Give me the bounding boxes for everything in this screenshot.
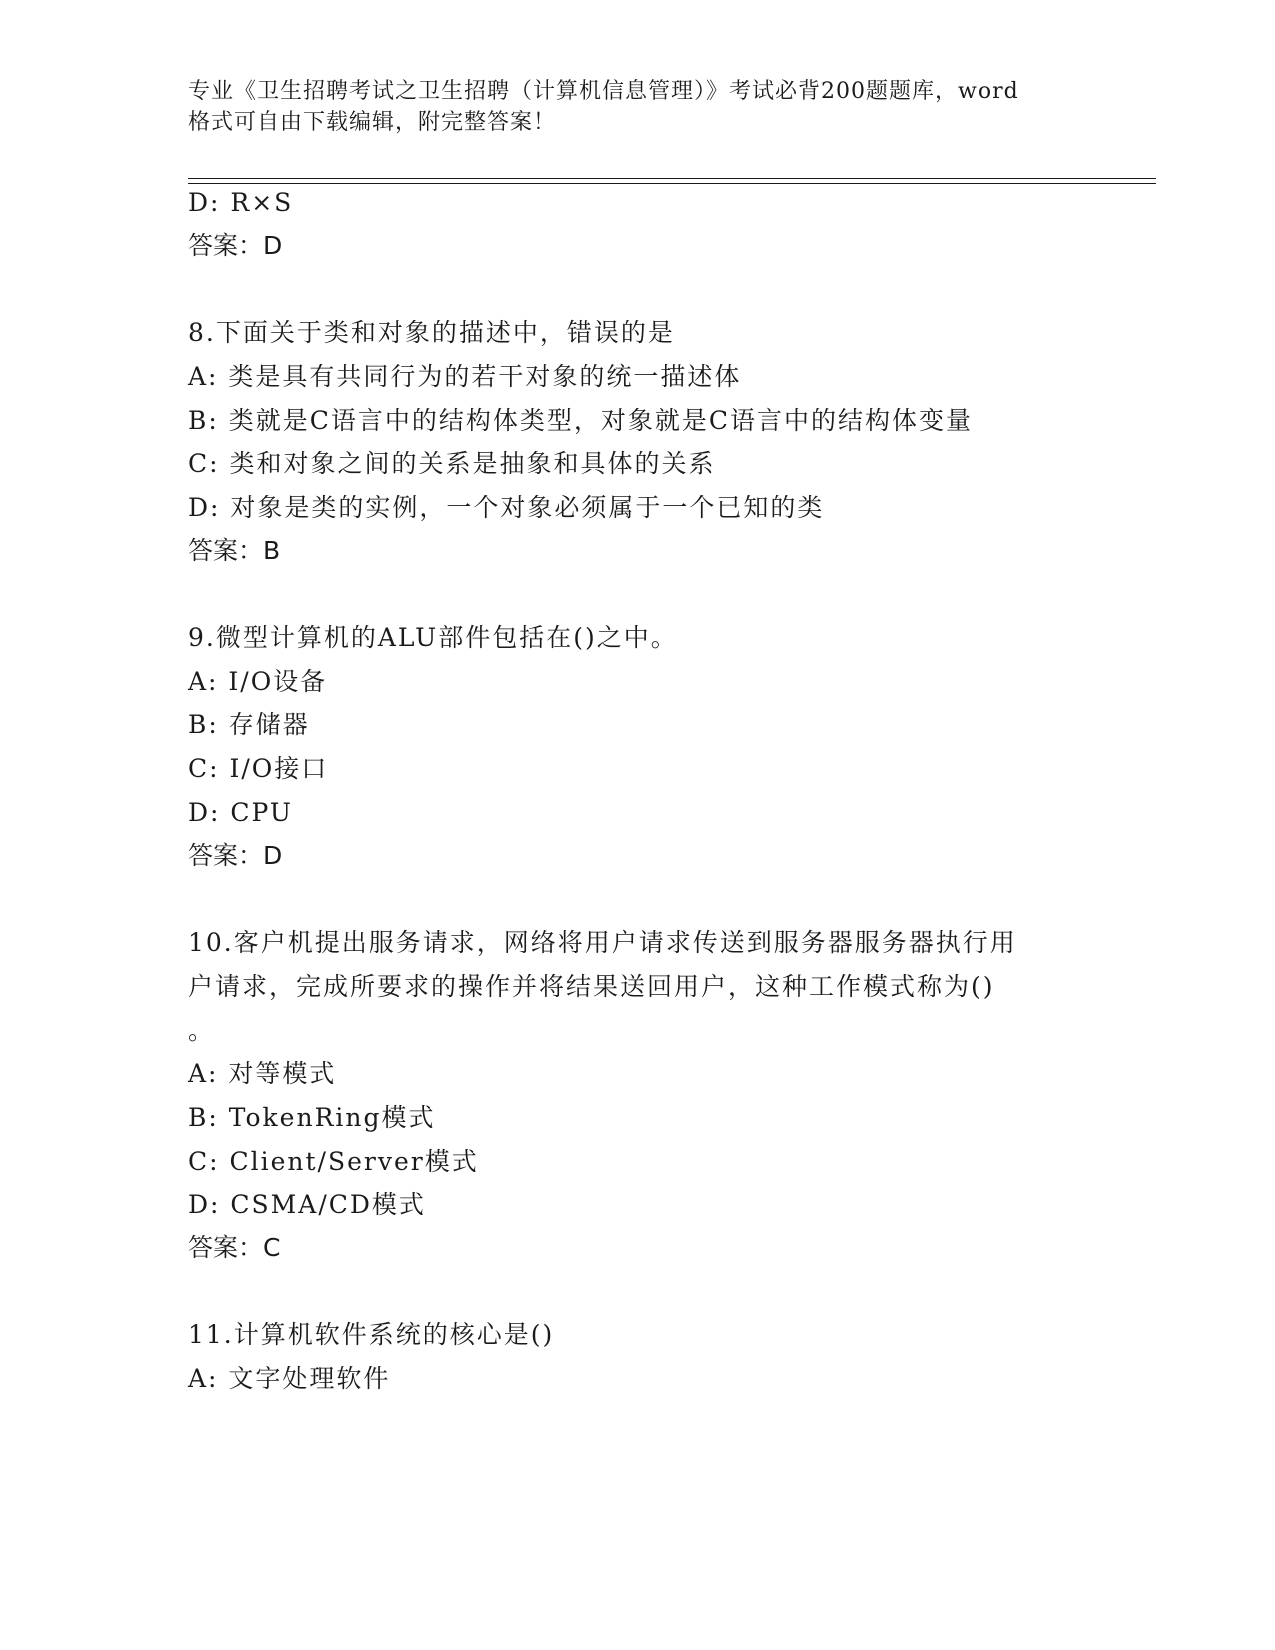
q9-option-a: A: I/O设备 [188,667,328,696]
q10-option-d: D: CSMA/CD模式 [188,1190,426,1219]
header-rule-top [188,178,1156,179]
q8-option-b: B: 类就是C语言中的结构体类型，对象就是C语言中的结构体变量 [188,406,974,435]
q11-stem: 11.计算机软件系统的核心是() [188,1320,555,1349]
q9-stem: 9.微型计算机的ALU部件包括在()之中。 [188,623,678,652]
q10-option-b: B: TokenRing模式 [188,1103,436,1132]
q7-answer: 答案：D [188,231,283,260]
q8-option-c: C: 类和对象之间的关系是抽象和具体的关系 [188,449,716,478]
q11-option-a: A: 文字处理软件 [188,1364,391,1393]
header-title-line-1: 专业《卫生招聘考试之卫生招聘（计算机信息管理）》考试必背200题题库，word [188,79,1019,104]
q9-option-c: C: I/O接口 [188,754,329,783]
q10-stem-line-3: 。 [188,1016,216,1045]
q10-option-c: C: Client/Server模式 [188,1147,479,1176]
q8-answer: 答案：B [188,536,281,565]
header-title-line-2: 格式可自由下载编辑，附完整答案！ [188,110,557,135]
q7-option-d: D: R×S [188,188,294,217]
q10-stem-line-2: 户请求，完成所要求的操作并将结果送回用户，这种工作模式称为() [188,972,995,1001]
q9-option-b: B: 存储器 [188,710,310,739]
q9-option-d: D: CPU [188,798,293,827]
header-rule-bottom [188,183,1156,184]
q10-option-a: A: 对等模式 [188,1059,337,1088]
q8-option-d: D: 对象是类的实例，一个对象必须属于一个已知的类 [188,493,825,522]
q10-answer: 答案：C [188,1233,281,1262]
q10-stem-line-1: 10.客户机提出服务请求，网络将用户请求传送到服务器服务器执行用 [188,928,1017,957]
q9-answer: 答案：D [188,841,283,870]
q8-stem: 8.下面关于类和对象的描述中，错误的是 [188,318,675,347]
q8-option-a: A: 类是具有共同行为的若干对象的统一描述体 [188,362,742,391]
document-header [188,76,1088,138]
